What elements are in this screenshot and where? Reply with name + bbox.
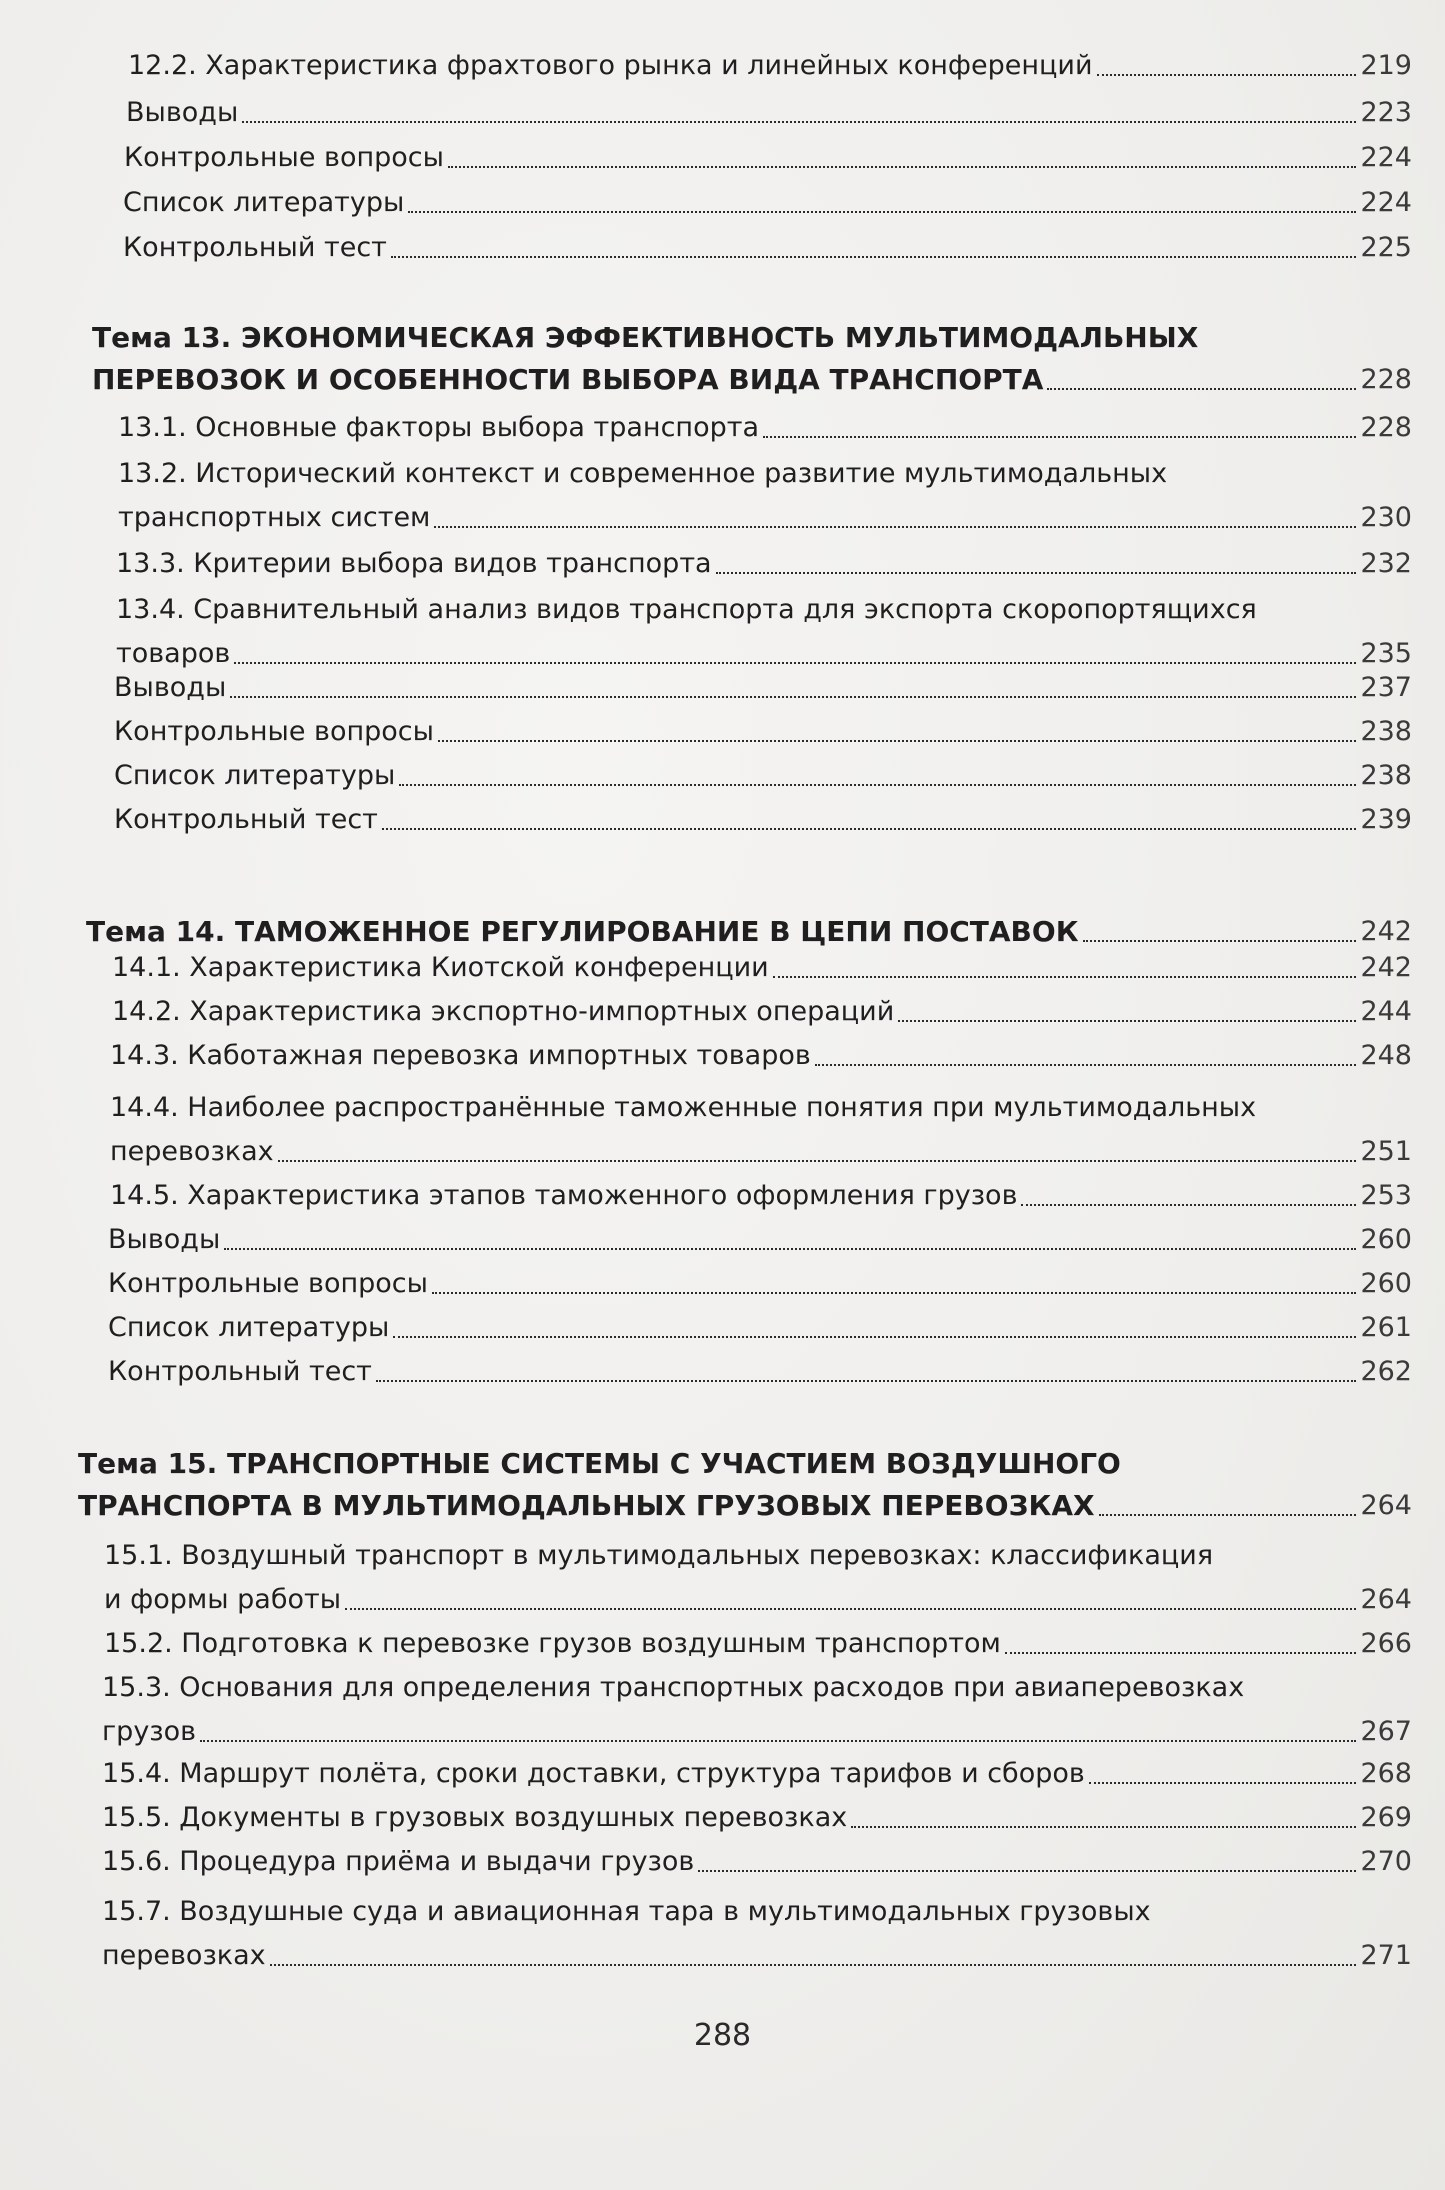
entry-page-number: 219 [1360,50,1412,81]
entry-page-number: 261 [1360,1312,1412,1343]
entry-title-line1: 13.4. Сравнительный анализ видов транспорта для экспорта скоропортящихся [116,594,1257,625]
toc-entry[interactable] [114,714,1412,750]
entry-title: Выводы [108,1224,221,1255]
entry-title: 14.5. Характеристика этапов таможенного оформления грузов [110,1180,1018,1211]
entry-title: Контрольный тест [123,232,387,263]
entry-page-number: 237 [1360,672,1412,703]
toc-entry[interactable] [108,1266,1412,1302]
entry-title: Список литературы [114,760,396,791]
entry-title-line1: 13.2. Исторический контекст и современное развитие мультимодальных [118,458,1168,489]
toc-entry[interactable] [104,1626,1412,1662]
dot-leader [1089,1781,1357,1784]
toc-entry[interactable] [123,230,1412,266]
entry-title: Контрольные вопросы [124,142,444,173]
entry-page-number: 270 [1360,1846,1412,1877]
toc-entry[interactable] [102,1938,1412,1974]
dot-leader [1047,387,1356,390]
toc-entry[interactable] [124,140,1412,176]
entry-title: Контрольные вопросы [114,716,434,747]
entry-page-number: 268 [1360,1758,1412,1789]
entry-page-number: 235 [1360,638,1412,669]
toc-entry-first-line [102,1670,1244,1706]
entry-page-number: 260 [1360,1224,1412,1255]
entry-title-line1: 15.1. Воздушный транспорт в мультимодальных перевозках: классификация [104,1540,1214,1571]
toc-entry[interactable] [114,758,1412,794]
entry-title: 15.6. Процедура приёма и выдачи грузов [102,1846,695,1877]
topic-heading[interactable] [78,1484,1412,1528]
toc-entry[interactable] [126,95,1412,131]
toc-entry-first-line [110,1090,1256,1126]
entry-page-number: 267 [1360,1716,1412,1747]
toc-entry-first-line [102,1894,1151,1930]
dot-leader [376,1379,1357,1382]
toc-entry[interactable] [110,1178,1412,1214]
entry-title-line1: 15.3. Основания для определения транспортных расходов при авиаперевозках [102,1672,1245,1703]
dot-leader [234,661,1356,664]
entry-title-line1: 15.7. Воздушные суда и авиационная тара в мультимодальных грузовых [102,1896,1151,1927]
entry-title: Выводы [126,97,239,128]
entry-page-number: 271 [1360,1940,1412,1971]
entry-title-line1: 14.4. Наиболее распространённые таможенные понятия при мультимодальных [110,1092,1257,1123]
toc-entry[interactable] [102,1714,1412,1750]
dot-leader [408,210,1356,213]
toc-entry-first-line [116,592,1257,628]
entry-page-number: 239 [1360,804,1412,835]
entry-title: 13.1. Основные факторы выбора транспорта [118,412,760,443]
entry-page-number: 238 [1360,716,1412,747]
entry-page-number: 228 [1360,412,1412,443]
dot-leader [1083,939,1357,942]
entry-page-number: 223 [1360,97,1412,128]
toc-entry[interactable] [116,636,1412,672]
toc-entry[interactable] [104,1582,1412,1618]
toc-entry[interactable] [118,500,1412,536]
dot-leader [1099,1513,1357,1516]
dot-leader [1021,1203,1356,1206]
dot-leader [434,525,1356,528]
toc-entry[interactable] [108,1354,1412,1390]
topic-heading-line1: Тема 13. ЭКОНОМИЧЕСКАЯ ЭФФЕКТИВНОСТЬ МУЛЬТИМОДАЛЬНЫХ [92,321,1199,354]
toc-entry[interactable] [112,950,1412,986]
dot-leader [224,1247,1356,1250]
toc-entry-first-line [104,1538,1213,1574]
entry-title: Список литературы [123,187,405,218]
toc-entry[interactable] [128,48,1412,84]
entry-page-number: 260 [1360,1268,1412,1299]
topic-title: ПЕРЕВОЗОК И ОСОБЕННОСТИ ВЫБОРА ВИДА ТРАНСПОРТА [92,363,1044,396]
entry-title: 15.4. Маршрут полёта, сроки доставки, структура тарифов и сборов [102,1758,1085,1789]
dot-leader [898,1019,1356,1022]
topic-heading[interactable] [86,910,1412,954]
toc-entry[interactable] [112,994,1412,1030]
dot-leader [230,695,1356,698]
toc-entry[interactable] [116,546,1412,582]
toc-entry-first-line [118,456,1167,492]
toc-entry[interactable] [102,1844,1412,1880]
entry-page-number: 242 [1360,952,1412,983]
dot-leader [278,1159,1357,1162]
dot-leader [432,1291,1356,1294]
toc-entry[interactable] [110,1038,1412,1074]
entry-title: товаров [116,638,231,669]
entry-page-number: 266 [1360,1628,1412,1659]
entry-page-number: 269 [1360,1802,1412,1833]
entry-page-number: 224 [1360,142,1412,173]
entry-page-number: 248 [1360,1040,1412,1071]
entry-title: и формы работы [104,1584,342,1615]
entry-page-number: 230 [1360,502,1412,533]
entry-title: 14.3. Каботажная перевозка импортных товаров [110,1040,811,1071]
dot-leader [716,571,1357,574]
dot-leader [1097,73,1357,76]
entry-page-number: 244 [1360,996,1412,1027]
toc-entry[interactable] [108,1310,1412,1346]
toc-entry[interactable] [118,410,1412,446]
dot-leader [851,1825,1356,1828]
entry-page-number: 262 [1360,1356,1412,1387]
entry-page-number: 232 [1360,548,1412,579]
entry-title: грузов [102,1716,197,1747]
dot-leader [200,1739,1356,1742]
entry-page-number: 253 [1360,1180,1412,1211]
entry-title: Контрольные вопросы [108,1268,428,1299]
dot-leader [448,165,1356,168]
page-number: 288 [693,2018,752,2053]
topic-heading[interactable] [92,358,1412,402]
toc-entry[interactable] [123,185,1412,221]
topic-heading-line1: Тема 15. ТРАНСПОРТНЫЕ СИСТЕМЫ С УЧАСТИЕМ ВОЗДУШНОГО [78,1447,1121,1480]
entry-title: Контрольный тест [108,1356,372,1387]
topic-page-number: 264 [1360,1490,1412,1521]
entry-title: перевозках [110,1136,274,1167]
entry-title: транспортных систем [118,502,431,533]
dot-leader [1005,1651,1357,1654]
dot-leader [382,827,1357,830]
entry-title: Список литературы [108,1312,390,1343]
dot-leader [399,783,1356,786]
entry-title: 15.5. Документы в грузовых воздушных перевозках [102,1802,848,1833]
entry-page-number: 251 [1360,1136,1412,1167]
toc-entry[interactable] [114,670,1412,706]
dot-leader [270,1963,1357,1966]
entry-page-number: 264 [1360,1584,1412,1615]
dot-leader [773,975,1357,978]
dot-leader [242,120,1356,123]
toc-entry[interactable] [102,1800,1412,1836]
toc-entry[interactable] [114,802,1412,838]
entry-page-number: 225 [1360,232,1412,263]
dot-leader [698,1869,1356,1872]
entry-page-number: 238 [1360,760,1412,791]
topic-page-number: 228 [1360,364,1412,395]
dot-leader [345,1607,1356,1610]
topic-page-number: 242 [1360,916,1412,947]
dot-leader [763,435,1356,438]
dot-leader [438,739,1356,742]
entry-page-number: 224 [1360,187,1412,218]
dot-leader [391,255,1357,258]
topic-title: Тема 14. ТАМОЖЕННОЕ РЕГУЛИРОВАНИЕ В ЦЕПИ ПОСТАВОК [86,915,1079,948]
entry-title: Контрольный тест [114,804,378,835]
entry-title: 13.3. Критерии выбора видов транспорта [116,548,712,579]
entry-title: 14.1. Характеристика Киотской конференции [112,952,769,983]
toc-entry[interactable] [110,1134,1412,1170]
toc-entry[interactable] [102,1756,1412,1792]
entry-title: Выводы [114,672,227,703]
dot-leader [393,1335,1356,1338]
entry-title: 14.2. Характеристика экспортно-импортных операций [112,996,895,1027]
toc-entry[interactable] [108,1222,1412,1258]
entry-title: 12.2. Характеристика фрахтового рынка и линейных конференций [128,50,1093,81]
entry-title: перевозках [102,1940,266,1971]
topic-title: ТРАНСПОРТА В МУЛЬТИМОДАЛЬНЫХ ГРУЗОВЫХ ПЕРЕВОЗКАХ [78,1489,1095,1522]
entry-title: 15.2. Подготовка к перевозке грузов воздушным транспортом [104,1628,1001,1659]
dot-leader [815,1063,1357,1066]
